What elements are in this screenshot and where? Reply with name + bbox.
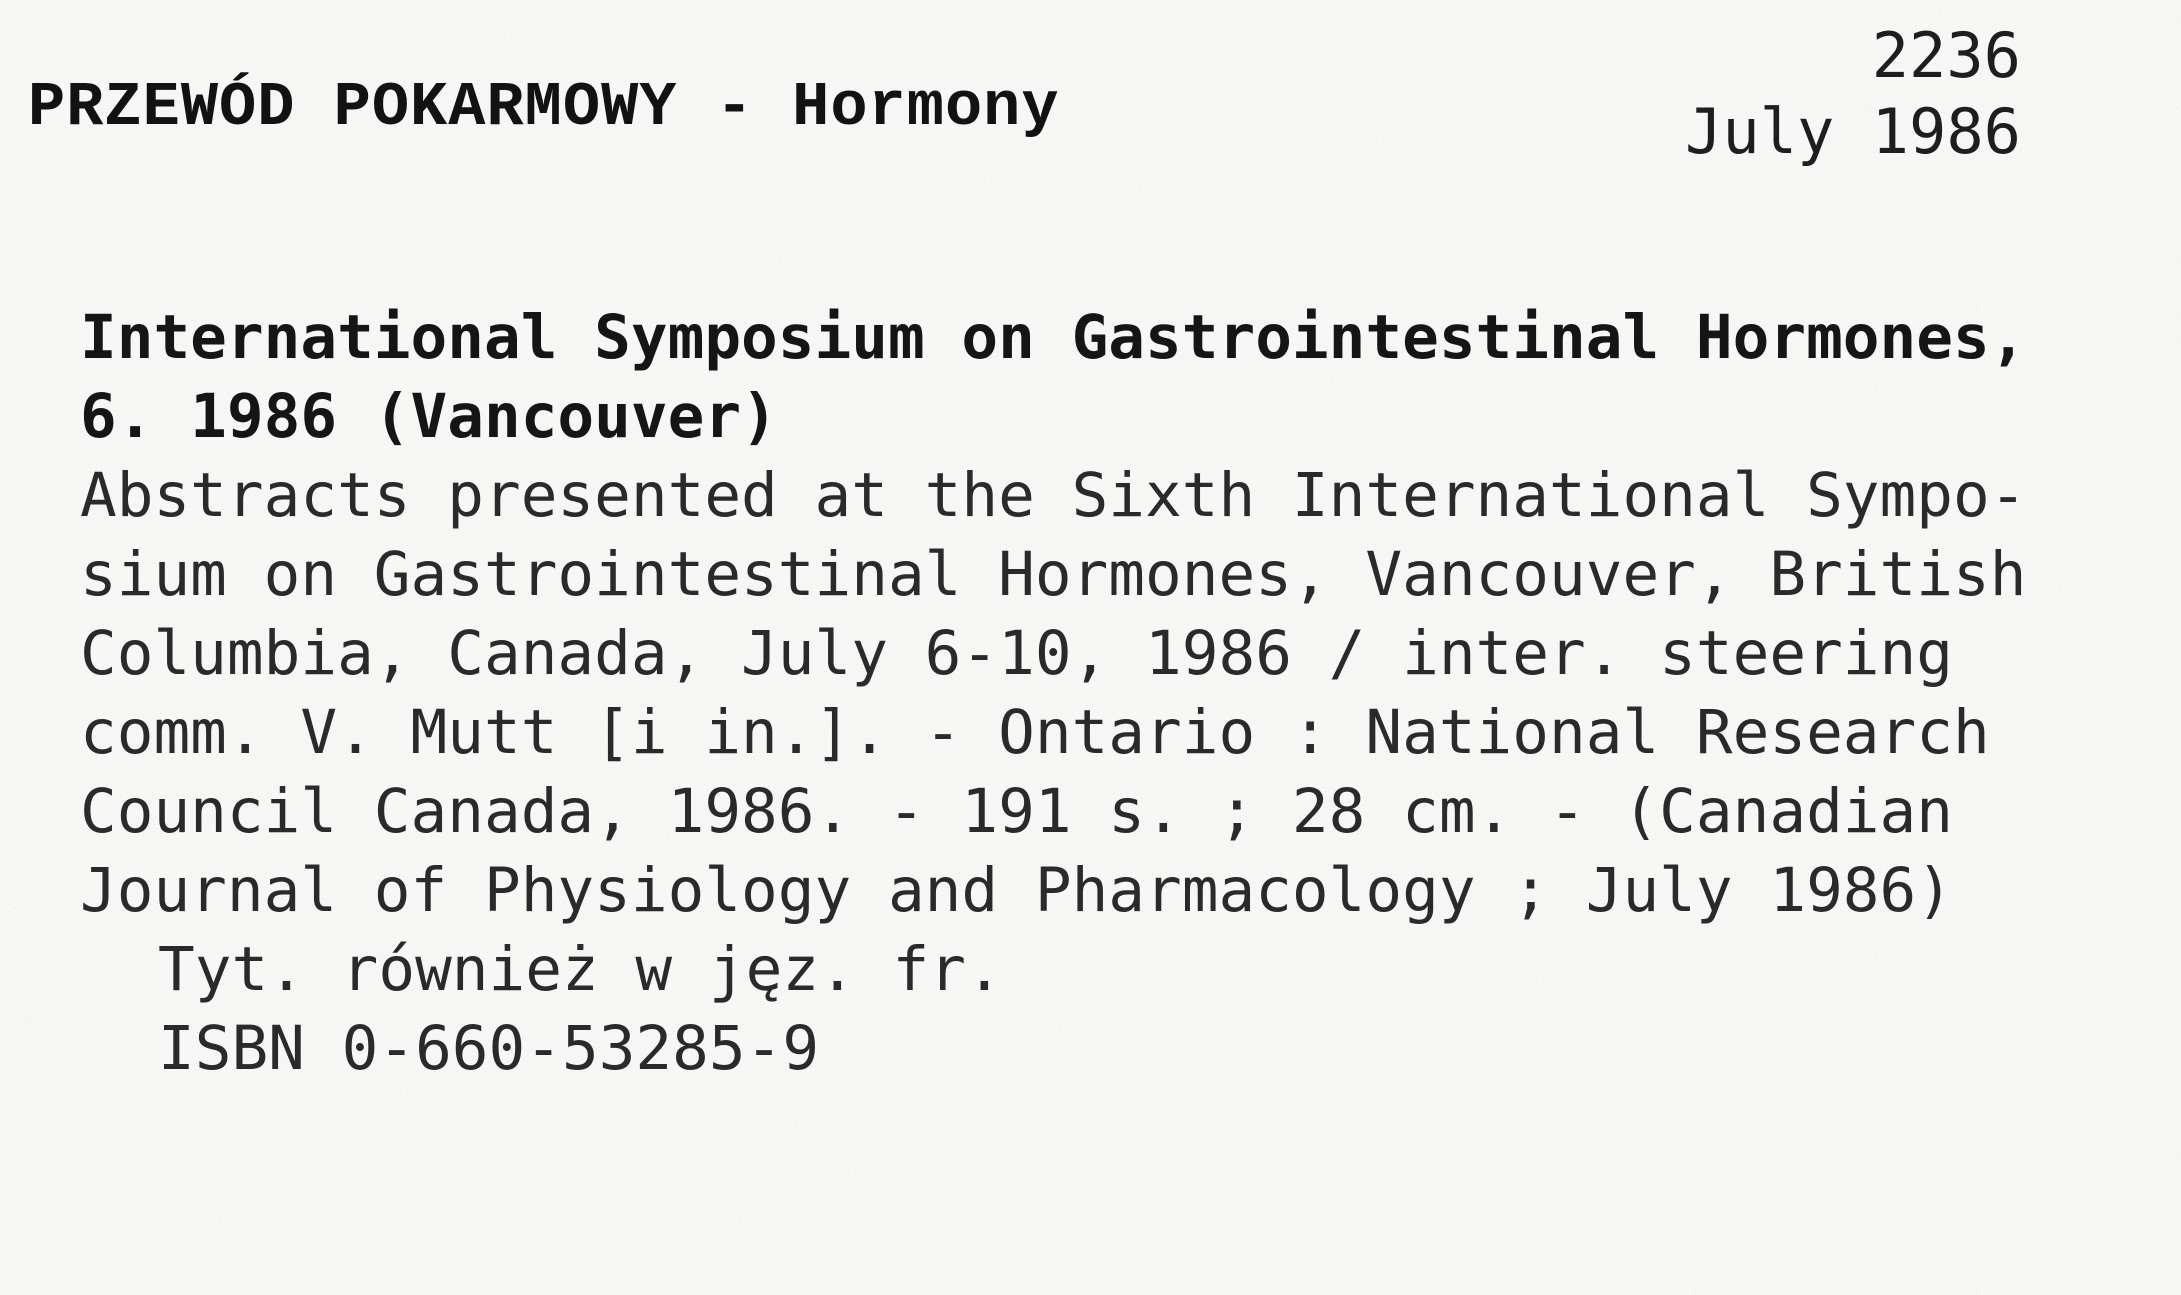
entry-body-line: Journal of Physiology and Pharmacology ; July 1986) [80, 855, 1953, 926]
card-identifier [1685, 18, 2021, 170]
subject-heading: PRZEWÓD POKARMOWY - Hormony [28, 72, 1060, 143]
entry-body-line: sium on Gastrointestinal Hormones, Vancouver, British [80, 539, 2027, 610]
entry-title-line: International Symposium on Gastrointestinal Hormones, [80, 302, 2027, 373]
entry-title-line: 6. 1986 (Vancouver) [80, 381, 778, 452]
card-date: July 1986 [1685, 95, 2021, 168]
entry-body-line: Columbia, Canada, July 6-10, 1986 / inter. steering [80, 618, 1953, 689]
entry-note-language: Tyt. również w jęz. fr. [158, 934, 1003, 1005]
card-number: 2236 [1871, 19, 2021, 92]
entry-body-line: Abstracts presented at the Sixth International Sympo- [80, 460, 2027, 531]
bibliographic-entry [80, 298, 2160, 1088]
entry-body-line: Council Canada, 1986. - 191 s. ; 28 cm. - (Canadian [80, 776, 1953, 847]
entry-note-isbn: ISBN 0-660-53285-9 [158, 1013, 820, 1084]
entry-body-line: comm. V. Mutt [i in.]. - Ontario : National Research [80, 697, 1990, 768]
